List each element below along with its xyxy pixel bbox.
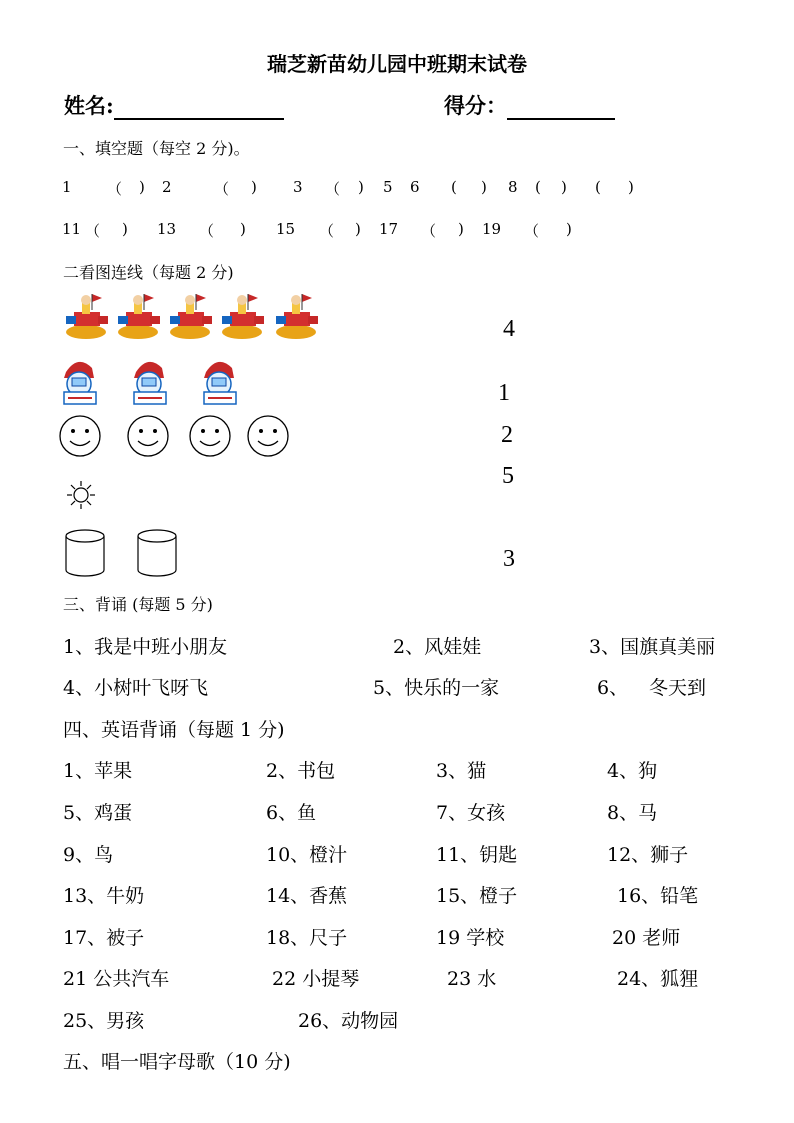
s1-r1-0: 1 bbox=[62, 178, 72, 196]
s1-r1-9: 5 bbox=[383, 178, 393, 196]
english-item: 26、动物园 bbox=[298, 1010, 399, 1032]
s1-r1-2: ) bbox=[139, 178, 145, 196]
match-number: 3 bbox=[503, 546, 515, 572]
s1-r1-6: 3 bbox=[293, 178, 303, 196]
english-item: 5、鸡蛋 bbox=[63, 802, 133, 824]
english-item: 19 学校 bbox=[436, 927, 505, 949]
english-item: 7、女孩 bbox=[436, 802, 506, 824]
section2-heading: 二看图连线（每题 2 分) bbox=[63, 263, 234, 282]
snowman-row bbox=[60, 354, 250, 406]
s1-r2-11: ) bbox=[458, 220, 464, 238]
s1-r1-16: ( bbox=[595, 178, 601, 196]
snowman-icon bbox=[204, 362, 236, 404]
english-item: 1、苹果 bbox=[63, 760, 133, 782]
smiley-face-icon bbox=[190, 416, 230, 456]
cylinder-icon bbox=[66, 530, 104, 576]
sun-icon bbox=[66, 480, 96, 510]
s1-r1-8: ) bbox=[358, 178, 364, 196]
s1-r2-5: ) bbox=[240, 220, 246, 238]
cartoon-figure-icon bbox=[66, 294, 108, 339]
match-number: 4 bbox=[503, 316, 515, 342]
english-item: 16、铅笔 bbox=[617, 885, 699, 907]
english-item: 3、猫 bbox=[436, 760, 487, 782]
english-item: 13、牛奶 bbox=[63, 885, 145, 907]
s1-r1-15: ) bbox=[561, 178, 567, 196]
smiley-face-icon bbox=[60, 416, 100, 456]
name-blank[interactable] bbox=[114, 96, 284, 120]
s1-r1-10: 6 bbox=[410, 178, 420, 196]
s1-r2-9: 17 bbox=[379, 220, 399, 238]
cartoon-figure-icon bbox=[222, 294, 264, 339]
s1-r2-2: ) bbox=[122, 220, 128, 238]
s1-r2-6: 15 bbox=[276, 220, 296, 238]
section5-heading: 五、唱一唱字母歌（10 分) bbox=[63, 1051, 291, 1073]
english-item: 21 公共汽车 bbox=[63, 968, 170, 990]
cartoon-figure-icon bbox=[118, 294, 160, 339]
english-item: 18、尺子 bbox=[266, 927, 348, 949]
cylinder-row bbox=[62, 528, 182, 578]
s1-r1-3: 2 bbox=[162, 178, 172, 196]
english-item: 25、男孩 bbox=[63, 1010, 145, 1032]
smiley-face-icon bbox=[248, 416, 288, 456]
s1-r2-1: （ bbox=[85, 222, 101, 240]
s1-r2-3: 13 bbox=[157, 220, 177, 238]
cylinder-icon bbox=[138, 530, 176, 576]
s1-r2-14: ) bbox=[566, 220, 572, 238]
english-item: 11、钥匙 bbox=[436, 844, 518, 866]
english-item: 9、鸟 bbox=[63, 844, 114, 866]
s1-r1-11: ( bbox=[451, 178, 457, 196]
s1-r1-5: ) bbox=[251, 178, 257, 196]
smiley-face-icon bbox=[128, 416, 168, 456]
smiley-row bbox=[58, 414, 298, 460]
section1-heading: 一、填空题（每空 2 分)。 bbox=[63, 139, 250, 158]
s1-r2-10: （ bbox=[421, 222, 437, 240]
english-item: 2、书包 bbox=[266, 760, 336, 782]
recitation-item: 5、快乐的一家 bbox=[373, 677, 500, 699]
cartoon-figure-icon bbox=[170, 294, 212, 339]
name-field bbox=[64, 90, 284, 120]
s1-r2-4: （ bbox=[199, 222, 215, 240]
english-item: 10、橙汁 bbox=[266, 844, 348, 866]
recitation-item: 4、小树叶飞呀飞 bbox=[63, 677, 209, 699]
s1-r1-12: ) bbox=[481, 178, 487, 196]
score-label: 得分： bbox=[444, 93, 507, 118]
english-item: 12、狮子 bbox=[607, 844, 689, 866]
match-number: 5 bbox=[502, 463, 514, 489]
s1-r2-0: 11 bbox=[62, 220, 82, 238]
snowman-icon bbox=[134, 362, 166, 404]
english-item: 17、被子 bbox=[63, 927, 145, 949]
english-item: 6、鱼 bbox=[266, 802, 317, 824]
s1-r1-7: （ bbox=[325, 180, 341, 198]
snowman-icon bbox=[64, 362, 96, 404]
section4-heading: 四、英语背诵（每题 1 分) bbox=[63, 719, 285, 741]
score-field bbox=[444, 90, 615, 120]
section3-heading: 三、背诵 (每题 5 分) bbox=[63, 595, 213, 614]
cartoon-figure-icon bbox=[276, 294, 318, 339]
cartoon-figure-row bbox=[62, 292, 332, 342]
english-item: 15、橙子 bbox=[436, 885, 518, 907]
english-item: 20 老师 bbox=[612, 927, 681, 949]
english-item: 4、狗 bbox=[607, 760, 658, 782]
s1-r2-12: 19 bbox=[482, 220, 502, 238]
s1-r1-17: ) bbox=[628, 178, 634, 196]
s1-r1-13: 8 bbox=[508, 178, 518, 196]
english-item: 24、狐狸 bbox=[617, 968, 699, 990]
page-title: 瑞芝新苗幼儿园中班期末试卷 bbox=[267, 52, 527, 76]
s1-r1-4: （ bbox=[214, 180, 230, 198]
s1-r2-13: （ bbox=[524, 222, 540, 240]
s1-r2-8: ) bbox=[355, 220, 361, 238]
english-item: 8、马 bbox=[607, 802, 658, 824]
match-number: 1 bbox=[498, 380, 510, 406]
english-item: 22 小提琴 bbox=[272, 968, 360, 990]
recitation-item: 2、风娃娃 bbox=[393, 636, 482, 658]
name-label: 姓名: bbox=[64, 93, 114, 118]
english-item: 14、香蕉 bbox=[266, 885, 348, 907]
match-number: 2 bbox=[501, 422, 513, 448]
english-item: 23 水 bbox=[447, 968, 497, 990]
recitation-item: 6、 bbox=[597, 677, 629, 699]
s1-r1-14: ( bbox=[535, 178, 541, 196]
recitation-item: 1、我是中班小朋友 bbox=[63, 636, 228, 658]
recitation-item: 冬天到 bbox=[649, 677, 707, 699]
s1-r2-7: （ bbox=[319, 222, 335, 240]
recitation-item: 3、国旗真美丽 bbox=[589, 636, 716, 658]
score-blank[interactable] bbox=[507, 96, 615, 120]
s1-r1-1: （ bbox=[107, 180, 123, 198]
